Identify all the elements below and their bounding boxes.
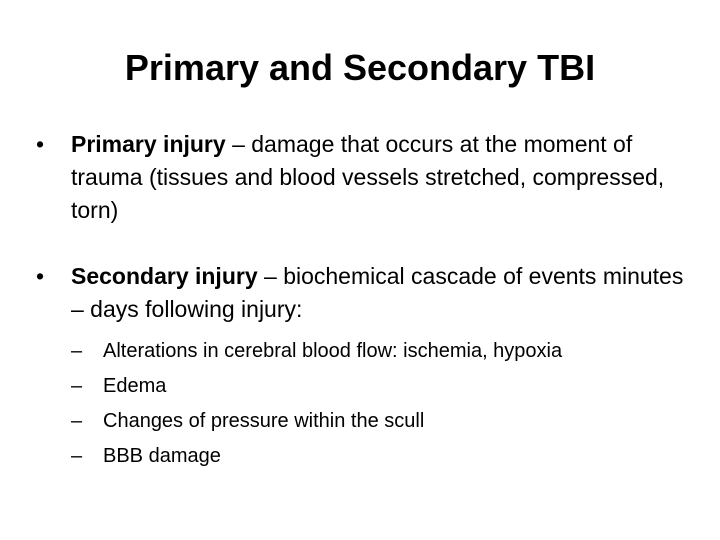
bullet-secondary-injury <box>36 260 696 326</box>
term-primary-injury: Primary injury <box>71 131 226 157</box>
dash-marker: – <box>71 445 83 467</box>
dash-marker: – <box>71 410 83 432</box>
slide-content <box>36 128 696 474</box>
term-secondary-injury: Secondary injury <box>71 263 258 289</box>
bullet-primary-injury <box>36 128 696 227</box>
slide-title: Primary and Secondary TBI <box>124 47 596 88</box>
bullet-text: – damage that occurs at the moment of trauma (tissues and blood vessels stretched, compressed, torn) <box>71 131 665 223</box>
list-item <box>71 439 696 474</box>
list-item <box>71 404 696 439</box>
list-item <box>71 369 696 404</box>
list-item-text: Changes of pressure within the scull <box>103 410 425 432</box>
dash-marker: – <box>71 375 83 397</box>
bullet-marker: • <box>36 263 45 289</box>
list-item-text: Alterations in cerebral blood flow: ischemia, hypoxia <box>103 340 563 362</box>
bullet-text: – biochemical cascade of events minutes – days following injury: <box>71 263 684 322</box>
list-item-text: Edema <box>103 375 167 397</box>
dash-marker: – <box>71 340 83 362</box>
list-item <box>71 334 696 369</box>
list-item-text: BBB damage <box>103 445 221 467</box>
secondary-injury-sublist <box>36 334 696 474</box>
bullet-marker: • <box>36 131 45 157</box>
